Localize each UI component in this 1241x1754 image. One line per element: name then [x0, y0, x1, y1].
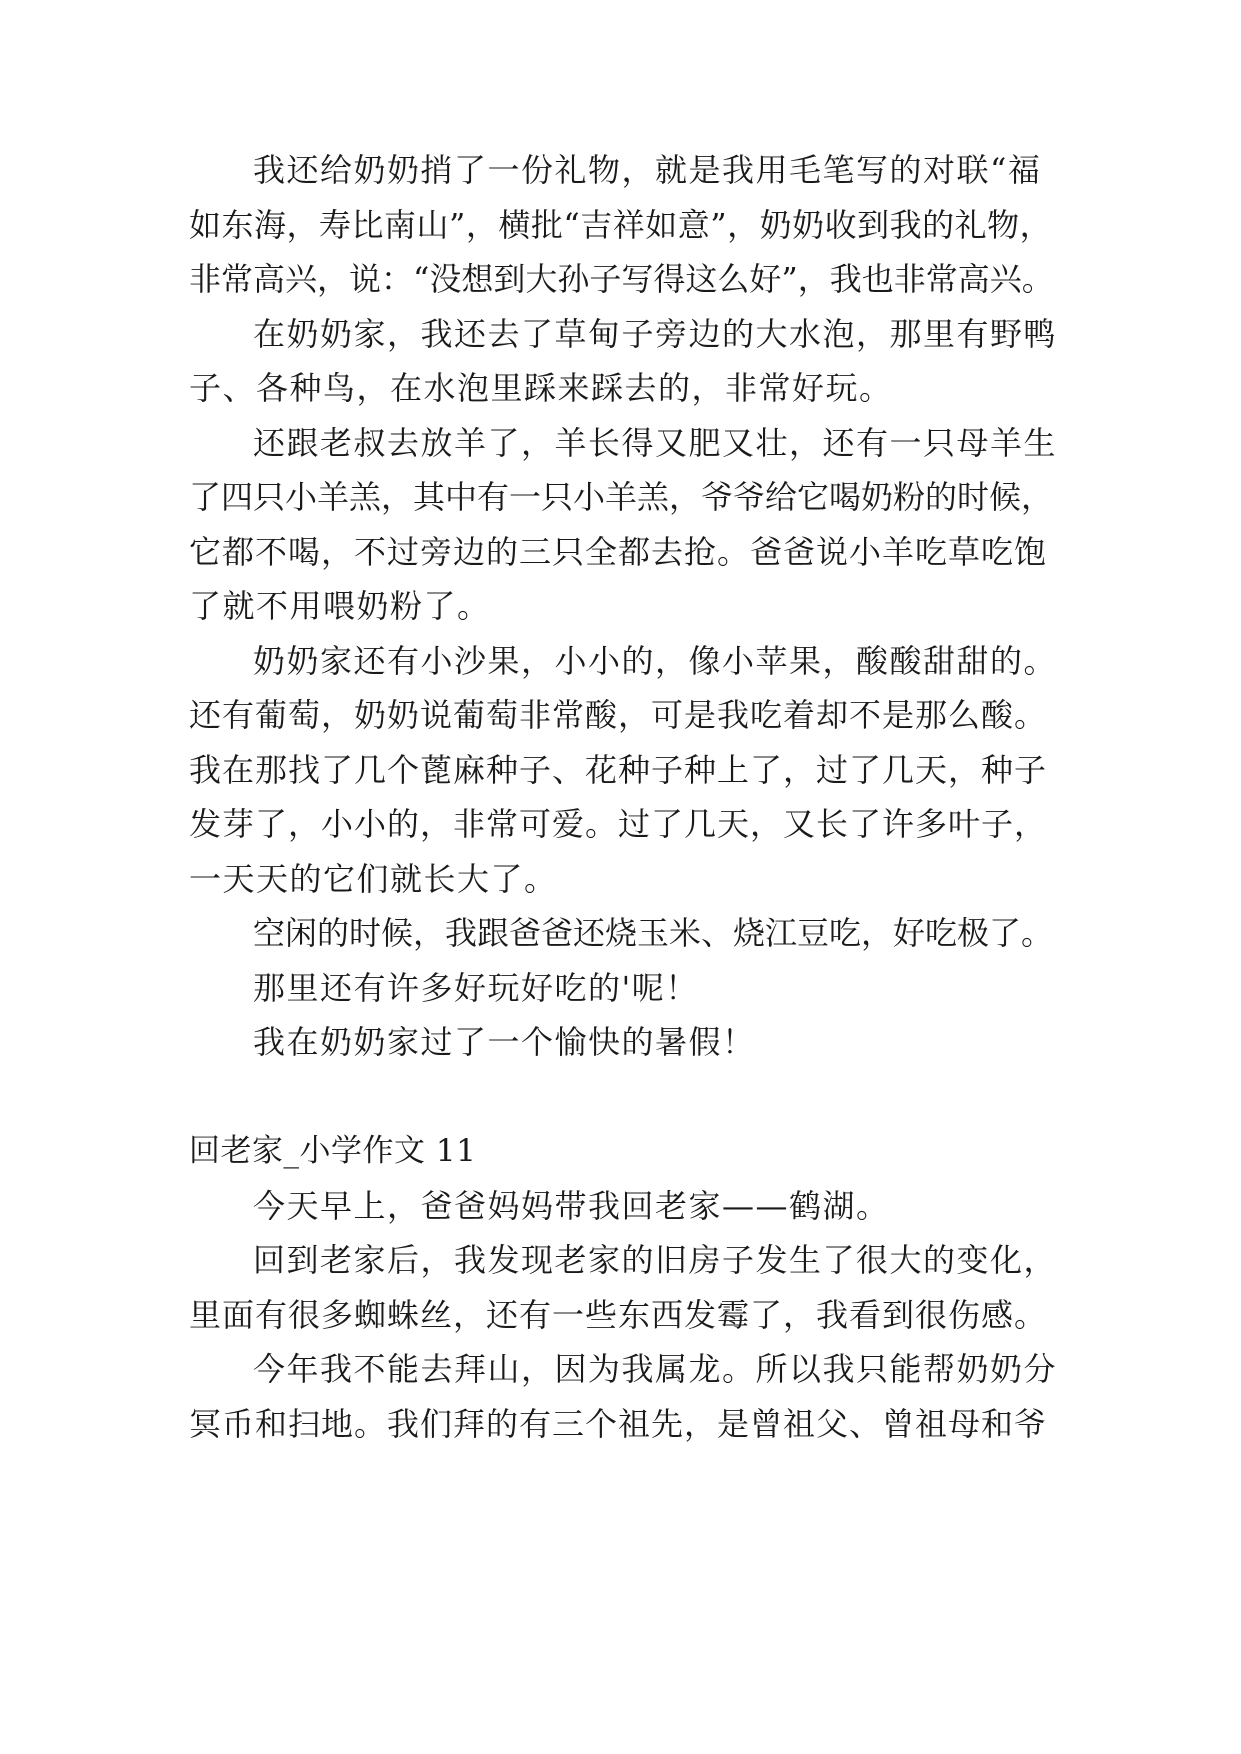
text-line: 空闲的时候，我跟爸爸还烧玉米、烧江豆吃，好吃极了。: [253, 914, 1054, 952]
text-line: 我在那找了几个蓖麻种子、花种子种上了，过了几天，种子: [189, 751, 1048, 789]
text-line: 子、各种鸟，在水泡里踩来踩去的，非常好玩。: [189, 369, 893, 407]
text-line: 那里还有许多好玩好吃的'呢！: [253, 969, 699, 1007]
text-line: 了四只小羊羔，其中有一只小羊羔，爷爷给它喝奶粉的时候，: [189, 478, 1054, 516]
text-line: 一天天的它们就长大了。: [189, 860, 558, 898]
text-line: 发芽了，小小的，非常可爱。过了几天，又长了许多叶子，: [189, 805, 1048, 843]
section-heading: 回老家_小学作文 11: [189, 1133, 477, 1169]
text-line: 今天早上，爸爸妈妈带我回老家——鹤湖。: [253, 1187, 890, 1225]
text-line: 回到老家后，我发现老家的旧房子发生了很大的变化，: [253, 1241, 1058, 1279]
text-line: 还跟老叔去放羊了，羊长得又肥又壮，还有一只母羊生: [253, 424, 1058, 462]
text-line: 非常高兴，说：“没想到大孙子写得这么好”，我也非常高兴。: [189, 260, 1054, 298]
text-line: 了就不用喂奶粉了。: [189, 587, 491, 625]
text-line: 里面有很多蜘蛛丝，还有一些东西发霉了，我看到很伤感。: [189, 1296, 1048, 1334]
text-line: 冥币和扫地。我们拜的有三个祖先，是曾祖父、曾祖母和爷: [189, 1405, 1048, 1443]
text-line: 奶奶家还有小沙果，小小的，像小苹果，酸酸甜甜的。: [253, 642, 1058, 680]
text-line: 它都不喝，不过旁边的三只全都去抢。爸爸说小羊吃草吃饱: [189, 533, 1048, 571]
text-line: 我还给奶奶捎了一份礼物，就是我用毛笔写的对联“福: [253, 151, 1042, 189]
text-line: 我在奶奶家过了一个愉快的暑假！: [253, 1023, 756, 1061]
text-line: 如东海，寿比南山”，横批“吉祥如意”，奶奶收到我的礼物，: [189, 206, 1053, 244]
text-line: 在奶奶家，我还去了草甸子旁边的大水泡，那里有野鸭: [253, 315, 1058, 353]
text-line: 今年我不能去拜山，因为我属龙。所以我只能帮奶奶分: [253, 1350, 1058, 1388]
text-line: 还有葡萄，奶奶说葡萄非常酸，可是我吃着却不是那么酸。: [189, 696, 1048, 734]
